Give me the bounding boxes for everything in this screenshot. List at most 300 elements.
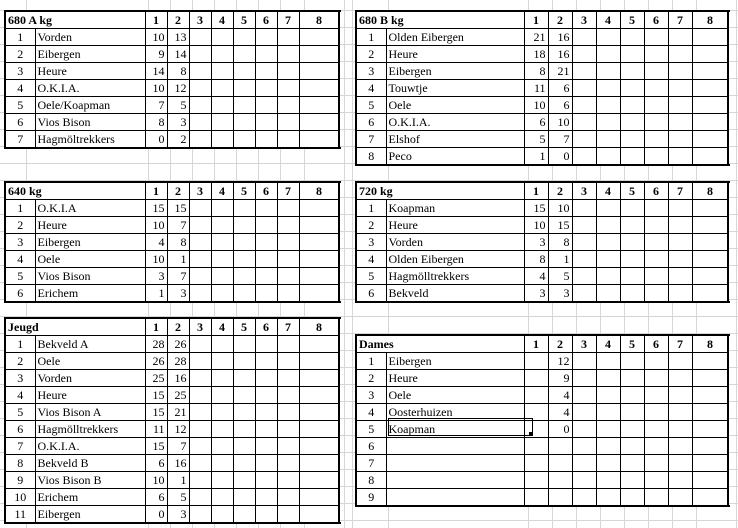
round-1-cell[interactable]: 8 xyxy=(524,63,548,80)
round-7-cell[interactable] xyxy=(668,234,692,251)
round-3-cell[interactable] xyxy=(572,148,596,166)
round-6-cell[interactable] xyxy=(644,421,668,438)
round-7-cell[interactable] xyxy=(668,217,692,234)
round-5-cell[interactable] xyxy=(620,234,644,251)
team-name-cell[interactable]: O.K.I.A. xyxy=(35,438,145,455)
column-header[interactable]: 7 xyxy=(277,11,299,29)
round-5-cell[interactable] xyxy=(620,472,644,489)
round-7-cell[interactable] xyxy=(668,489,692,507)
column-header[interactable]: 3 xyxy=(572,335,596,353)
round-6-cell[interactable] xyxy=(255,455,277,472)
column-header[interactable]: 6 xyxy=(644,11,668,29)
round-6-cell[interactable] xyxy=(644,455,668,472)
rank-cell[interactable]: 1 xyxy=(5,29,35,46)
rank-cell[interactable]: 3 xyxy=(5,234,35,251)
round-5-cell[interactable] xyxy=(620,387,644,404)
round-4-cell[interactable] xyxy=(211,217,233,234)
team-name-cell[interactable]: Erichem xyxy=(35,285,145,303)
team-name-cell[interactable]: Bekveld A xyxy=(35,336,145,353)
round-7-cell[interactable] xyxy=(277,421,299,438)
team-name-cell[interactable]: Heure xyxy=(386,217,524,234)
round-4-cell[interactable] xyxy=(211,114,233,131)
column-header[interactable]: 7 xyxy=(277,318,299,336)
round-4-cell[interactable] xyxy=(211,80,233,97)
round-8-cell[interactable] xyxy=(692,387,728,404)
column-header[interactable]: 8 xyxy=(299,11,339,29)
round-6-cell[interactable] xyxy=(255,234,277,251)
round-4-cell[interactable] xyxy=(211,336,233,353)
column-header[interactable]: 5 xyxy=(233,11,255,29)
round-8-cell[interactable] xyxy=(299,80,339,97)
round-8-cell[interactable] xyxy=(692,234,728,251)
round-2-cell[interactable]: 12 xyxy=(167,80,189,97)
round-6-cell[interactable] xyxy=(644,370,668,387)
round-4-cell[interactable] xyxy=(596,114,620,131)
round-6-cell[interactable] xyxy=(255,353,277,370)
column-header[interactable]: 6 xyxy=(255,318,277,336)
rank-cell[interactable]: 10 xyxy=(5,489,35,506)
round-6-cell[interactable] xyxy=(255,285,277,303)
rank-cell[interactable]: 2 xyxy=(356,370,386,387)
round-5-cell[interactable] xyxy=(233,438,255,455)
round-6-cell[interactable] xyxy=(644,29,668,46)
round-8-cell[interactable] xyxy=(299,131,339,149)
team-name-cell[interactable]: Koapman xyxy=(386,421,524,438)
round-7-cell[interactable] xyxy=(277,131,299,149)
rank-cell[interactable]: 3 xyxy=(356,387,386,404)
round-7-cell[interactable] xyxy=(277,29,299,46)
round-7-cell[interactable] xyxy=(277,455,299,472)
round-2-cell[interactable]: 14 xyxy=(167,46,189,63)
round-6-cell[interactable] xyxy=(644,268,668,285)
column-header[interactable]: 7 xyxy=(668,182,692,200)
round-6-cell[interactable] xyxy=(644,131,668,148)
round-8-cell[interactable] xyxy=(299,455,339,472)
column-header[interactable]: 2 xyxy=(167,182,189,200)
round-3-cell[interactable] xyxy=(572,268,596,285)
team-name-cell[interactable]: Vios Bison A xyxy=(35,404,145,421)
round-5-cell[interactable] xyxy=(233,234,255,251)
round-4-cell[interactable] xyxy=(211,63,233,80)
round-5-cell[interactable] xyxy=(233,455,255,472)
round-5-cell[interactable] xyxy=(620,46,644,63)
block-title[interactable]: Dames xyxy=(356,335,524,353)
block-title[interactable]: Jeugd xyxy=(5,318,145,336)
block-title[interactable]: 680 A kg xyxy=(5,11,145,29)
team-name-cell[interactable]: Oele xyxy=(35,251,145,268)
round-5-cell[interactable] xyxy=(233,268,255,285)
round-8-cell[interactable] xyxy=(299,387,339,404)
round-6-cell[interactable] xyxy=(255,268,277,285)
round-5-cell[interactable] xyxy=(620,489,644,507)
round-8-cell[interactable] xyxy=(692,217,728,234)
round-1-cell[interactable]: 3 xyxy=(145,268,167,285)
round-6-cell[interactable] xyxy=(644,63,668,80)
round-7-cell[interactable] xyxy=(277,97,299,114)
round-1-cell[interactable]: 15 xyxy=(145,200,167,217)
round-1-cell[interactable]: 10 xyxy=(145,251,167,268)
round-1-cell[interactable]: 10 xyxy=(524,97,548,114)
round-1-cell[interactable] xyxy=(524,370,548,387)
round-3-cell[interactable] xyxy=(189,438,211,455)
round-5-cell[interactable] xyxy=(233,506,255,524)
round-4-cell[interactable] xyxy=(596,29,620,46)
round-1-cell[interactable]: 4 xyxy=(145,234,167,251)
round-6-cell[interactable] xyxy=(644,114,668,131)
round-6-cell[interactable] xyxy=(255,370,277,387)
round-7-cell[interactable] xyxy=(668,46,692,63)
round-3-cell[interactable] xyxy=(189,114,211,131)
column-header[interactable]: 8 xyxy=(692,11,728,29)
team-name-cell[interactable]: Oele/Koapman xyxy=(35,97,145,114)
rank-cell[interactable]: 2 xyxy=(5,46,35,63)
selected-cell[interactable] xyxy=(388,418,533,436)
round-1-cell[interactable]: 1 xyxy=(524,148,548,166)
round-2-cell[interactable]: 3 xyxy=(167,285,189,303)
round-4-cell[interactable] xyxy=(211,234,233,251)
round-8-cell[interactable] xyxy=(299,489,339,506)
rank-cell[interactable]: 7 xyxy=(5,131,35,149)
round-2-cell[interactable]: 1 xyxy=(167,251,189,268)
round-8-cell[interactable] xyxy=(692,63,728,80)
round-6-cell[interactable] xyxy=(644,97,668,114)
round-8-cell[interactable] xyxy=(299,268,339,285)
round-3-cell[interactable] xyxy=(572,80,596,97)
round-2-cell[interactable]: 15 xyxy=(167,200,189,217)
round-5-cell[interactable] xyxy=(620,370,644,387)
round-4-cell[interactable] xyxy=(211,455,233,472)
round-5-cell[interactable] xyxy=(620,455,644,472)
round-2-cell[interactable]: 8 xyxy=(167,234,189,251)
round-2-cell[interactable] xyxy=(548,438,572,455)
rank-cell[interactable]: 5 xyxy=(356,421,386,438)
round-2-cell[interactable]: 3 xyxy=(167,114,189,131)
round-5-cell[interactable] xyxy=(620,285,644,303)
round-6-cell[interactable] xyxy=(255,438,277,455)
round-5-cell[interactable] xyxy=(233,336,255,353)
round-4-cell[interactable] xyxy=(211,438,233,455)
column-header[interactable]: 2 xyxy=(167,11,189,29)
rank-cell[interactable]: 5 xyxy=(356,268,386,285)
round-6-cell[interactable] xyxy=(644,489,668,507)
rank-cell[interactable]: 5 xyxy=(5,97,35,114)
rank-cell[interactable]: 4 xyxy=(356,251,386,268)
round-7-cell[interactable] xyxy=(668,131,692,148)
round-8-cell[interactable] xyxy=(692,131,728,148)
round-2-cell[interactable]: 0 xyxy=(548,148,572,166)
round-2-cell[interactable]: 10 xyxy=(548,200,572,217)
round-4-cell[interactable] xyxy=(596,285,620,303)
rank-cell[interactable]: 5 xyxy=(356,97,386,114)
round-8-cell[interactable] xyxy=(299,234,339,251)
column-header[interactable]: 5 xyxy=(620,11,644,29)
round-1-cell[interactable] xyxy=(524,489,548,507)
round-4-cell[interactable] xyxy=(596,387,620,404)
column-header[interactable]: 1 xyxy=(524,335,548,353)
round-1-cell[interactable]: 8 xyxy=(145,114,167,131)
team-name-cell[interactable]: Hagmöltrekkers xyxy=(35,131,145,149)
column-header[interactable]: 2 xyxy=(167,318,189,336)
rank-cell[interactable]: 9 xyxy=(5,472,35,489)
round-3-cell[interactable] xyxy=(189,251,211,268)
round-7-cell[interactable] xyxy=(668,97,692,114)
round-7-cell[interactable] xyxy=(668,29,692,46)
round-3-cell[interactable] xyxy=(572,114,596,131)
round-4-cell[interactable] xyxy=(211,472,233,489)
round-2-cell[interactable]: 21 xyxy=(548,63,572,80)
rank-cell[interactable]: 5 xyxy=(5,404,35,421)
round-1-cell[interactable]: 21 xyxy=(524,29,548,46)
rank-cell[interactable]: 1 xyxy=(356,29,386,46)
round-1-cell[interactable]: 15 xyxy=(145,404,167,421)
round-6-cell[interactable] xyxy=(255,131,277,149)
column-header[interactable]: 8 xyxy=(692,335,728,353)
rank-cell[interactable]: 6 xyxy=(5,285,35,303)
round-7-cell[interactable] xyxy=(277,200,299,217)
round-7-cell[interactable] xyxy=(668,114,692,131)
round-1-cell[interactable] xyxy=(524,353,548,370)
rank-cell[interactable]: 5 xyxy=(5,268,35,285)
rank-cell[interactable]: 6 xyxy=(356,438,386,455)
rank-cell[interactable]: 1 xyxy=(5,200,35,217)
column-header[interactable]: 6 xyxy=(644,335,668,353)
round-7-cell[interactable] xyxy=(277,506,299,524)
column-header[interactable]: 4 xyxy=(211,182,233,200)
round-8-cell[interactable] xyxy=(299,46,339,63)
round-7-cell[interactable] xyxy=(668,455,692,472)
column-header[interactable]: 2 xyxy=(548,335,572,353)
round-3-cell[interactable] xyxy=(189,63,211,80)
column-header[interactable]: 7 xyxy=(277,182,299,200)
rank-cell[interactable]: 4 xyxy=(5,387,35,404)
team-name-cell[interactable]: Vios Bison xyxy=(35,268,145,285)
round-4-cell[interactable] xyxy=(596,455,620,472)
round-2-cell[interactable]: 3 xyxy=(548,285,572,303)
round-3-cell[interactable] xyxy=(572,421,596,438)
team-name-cell[interactable]: Vorden xyxy=(386,234,524,251)
round-4-cell[interactable] xyxy=(211,29,233,46)
column-header[interactable]: 6 xyxy=(255,182,277,200)
round-7-cell[interactable] xyxy=(668,404,692,421)
round-4-cell[interactable] xyxy=(211,370,233,387)
team-name-cell[interactable] xyxy=(386,455,524,472)
column-header[interactable]: 1 xyxy=(145,182,167,200)
column-header[interactable]: 8 xyxy=(692,182,728,200)
round-2-cell[interactable]: 26 xyxy=(167,336,189,353)
team-name-cell[interactable]: Elshof xyxy=(386,131,524,148)
round-8-cell[interactable] xyxy=(299,506,339,524)
round-7-cell[interactable] xyxy=(277,268,299,285)
round-4-cell[interactable] xyxy=(596,353,620,370)
round-1-cell[interactable]: 6 xyxy=(145,489,167,506)
round-3-cell[interactable] xyxy=(189,80,211,97)
round-8-cell[interactable] xyxy=(299,200,339,217)
round-2-cell[interactable]: 28 xyxy=(167,353,189,370)
round-6-cell[interactable] xyxy=(644,472,668,489)
round-4-cell[interactable] xyxy=(596,370,620,387)
round-5-cell[interactable] xyxy=(620,29,644,46)
round-3-cell[interactable] xyxy=(572,234,596,251)
column-header[interactable]: 8 xyxy=(299,182,339,200)
round-7-cell[interactable] xyxy=(668,353,692,370)
team-name-cell[interactable]: Heure xyxy=(35,63,145,80)
round-7-cell[interactable] xyxy=(668,370,692,387)
round-3-cell[interactable] xyxy=(189,217,211,234)
round-3-cell[interactable] xyxy=(189,387,211,404)
round-7-cell[interactable] xyxy=(668,421,692,438)
round-3-cell[interactable] xyxy=(189,472,211,489)
round-7-cell[interactable] xyxy=(668,200,692,217)
round-1-cell[interactable]: 15 xyxy=(524,200,548,217)
round-8-cell[interactable] xyxy=(692,80,728,97)
team-name-cell[interactable]: Eibergen xyxy=(386,63,524,80)
round-4-cell[interactable] xyxy=(596,148,620,166)
rank-cell[interactable]: 3 xyxy=(356,234,386,251)
round-5-cell[interactable] xyxy=(233,217,255,234)
round-2-cell[interactable]: 6 xyxy=(548,97,572,114)
round-4-cell[interactable] xyxy=(596,251,620,268)
round-8-cell[interactable] xyxy=(692,438,728,455)
round-4-cell[interactable] xyxy=(596,404,620,421)
rank-cell[interactable]: 1 xyxy=(5,336,35,353)
team-name-cell[interactable]: Olden Eibergen xyxy=(386,251,524,268)
round-4-cell[interactable] xyxy=(596,131,620,148)
round-6-cell[interactable] xyxy=(255,97,277,114)
round-3-cell[interactable] xyxy=(572,387,596,404)
round-2-cell[interactable]: 5 xyxy=(167,489,189,506)
round-5-cell[interactable] xyxy=(620,353,644,370)
round-1-cell[interactable]: 8 xyxy=(524,251,548,268)
column-header[interactable]: 3 xyxy=(189,182,211,200)
round-3-cell[interactable] xyxy=(572,285,596,303)
round-7-cell[interactable] xyxy=(277,114,299,131)
round-8-cell[interactable] xyxy=(692,455,728,472)
round-4-cell[interactable] xyxy=(211,489,233,506)
round-8-cell[interactable] xyxy=(692,285,728,303)
round-7-cell[interactable] xyxy=(277,472,299,489)
column-header[interactable]: 4 xyxy=(211,11,233,29)
round-3-cell[interactable] xyxy=(572,46,596,63)
round-5-cell[interactable] xyxy=(233,285,255,303)
round-1-cell[interactable]: 4 xyxy=(524,268,548,285)
column-header[interactable]: 4 xyxy=(211,318,233,336)
team-name-cell[interactable]: Oele xyxy=(35,353,145,370)
round-3-cell[interactable] xyxy=(572,404,596,421)
rank-cell[interactable]: 4 xyxy=(5,251,35,268)
team-name-cell[interactable] xyxy=(386,438,524,455)
round-7-cell[interactable] xyxy=(277,387,299,404)
round-2-cell[interactable]: 5 xyxy=(548,268,572,285)
round-1-cell[interactable]: 7 xyxy=(145,97,167,114)
round-8-cell[interactable] xyxy=(692,46,728,63)
round-5-cell[interactable] xyxy=(233,472,255,489)
round-5-cell[interactable] xyxy=(620,97,644,114)
round-3-cell[interactable] xyxy=(572,438,596,455)
round-3-cell[interactable] xyxy=(189,234,211,251)
round-3-cell[interactable] xyxy=(572,217,596,234)
round-7-cell[interactable] xyxy=(668,148,692,166)
round-6-cell[interactable] xyxy=(644,148,668,166)
round-7-cell[interactable] xyxy=(277,285,299,303)
round-2-cell[interactable]: 7 xyxy=(167,268,189,285)
round-6-cell[interactable] xyxy=(255,489,277,506)
round-1-cell[interactable]: 0 xyxy=(145,506,167,524)
round-8-cell[interactable] xyxy=(299,251,339,268)
team-name-cell[interactable]: O.K.I.A. xyxy=(35,80,145,97)
round-1-cell[interactable]: 9 xyxy=(145,46,167,63)
column-header[interactable]: 5 xyxy=(233,318,255,336)
round-1-cell[interactable]: 10 xyxy=(145,80,167,97)
round-3-cell[interactable] xyxy=(572,200,596,217)
round-6-cell[interactable] xyxy=(255,421,277,438)
round-5-cell[interactable] xyxy=(233,131,255,149)
round-4-cell[interactable] xyxy=(211,268,233,285)
round-5-cell[interactable] xyxy=(620,200,644,217)
round-7-cell[interactable] xyxy=(668,80,692,97)
round-3-cell[interactable] xyxy=(189,285,211,303)
round-4-cell[interactable] xyxy=(211,387,233,404)
round-2-cell[interactable]: 12 xyxy=(167,421,189,438)
rank-cell[interactable]: 4 xyxy=(5,80,35,97)
team-name-cell[interactable]: Vorden xyxy=(35,370,145,387)
round-2-cell[interactable]: 6 xyxy=(548,80,572,97)
round-2-cell[interactable]: 4 xyxy=(548,404,572,421)
round-1-cell[interactable]: 11 xyxy=(524,80,548,97)
rank-cell[interactable]: 2 xyxy=(356,217,386,234)
round-3-cell[interactable] xyxy=(572,489,596,507)
round-6-cell[interactable] xyxy=(255,404,277,421)
round-3-cell[interactable] xyxy=(189,200,211,217)
round-8-cell[interactable] xyxy=(692,251,728,268)
round-3-cell[interactable] xyxy=(189,421,211,438)
column-header[interactable]: 3 xyxy=(189,11,211,29)
column-header[interactable]: 7 xyxy=(668,335,692,353)
team-name-cell[interactable] xyxy=(386,472,524,489)
team-name-cell[interactable]: Heure xyxy=(35,387,145,404)
rank-cell[interactable]: 3 xyxy=(5,63,35,80)
round-4-cell[interactable] xyxy=(596,63,620,80)
round-4-cell[interactable] xyxy=(596,268,620,285)
round-1-cell[interactable] xyxy=(524,438,548,455)
round-1-cell[interactable]: 10 xyxy=(145,217,167,234)
round-8-cell[interactable] xyxy=(299,217,339,234)
column-header[interactable]: 4 xyxy=(596,335,620,353)
round-5-cell[interactable] xyxy=(620,404,644,421)
round-7-cell[interactable] xyxy=(668,268,692,285)
round-5-cell[interactable] xyxy=(620,63,644,80)
round-5-cell[interactable] xyxy=(233,370,255,387)
column-header[interactable]: 7 xyxy=(668,11,692,29)
round-2-cell[interactable]: 7 xyxy=(167,438,189,455)
round-5-cell[interactable] xyxy=(620,80,644,97)
block-title[interactable]: 640 kg xyxy=(5,182,145,200)
round-1-cell[interactable]: 10 xyxy=(145,472,167,489)
team-name-cell[interactable]: O.K.I.A xyxy=(35,200,145,217)
round-8-cell[interactable] xyxy=(299,336,339,353)
round-3-cell[interactable] xyxy=(189,268,211,285)
round-6-cell[interactable] xyxy=(644,438,668,455)
round-7-cell[interactable] xyxy=(277,217,299,234)
round-2-cell[interactable]: 5 xyxy=(167,97,189,114)
round-8-cell[interactable] xyxy=(299,421,339,438)
round-5-cell[interactable] xyxy=(620,438,644,455)
rank-cell[interactable]: 8 xyxy=(356,148,386,166)
rank-cell[interactable]: 6 xyxy=(356,285,386,303)
round-1-cell[interactable]: 15 xyxy=(145,387,167,404)
round-4-cell[interactable] xyxy=(596,421,620,438)
round-2-cell[interactable]: 10 xyxy=(548,114,572,131)
team-name-cell[interactable]: Vorden xyxy=(35,29,145,46)
